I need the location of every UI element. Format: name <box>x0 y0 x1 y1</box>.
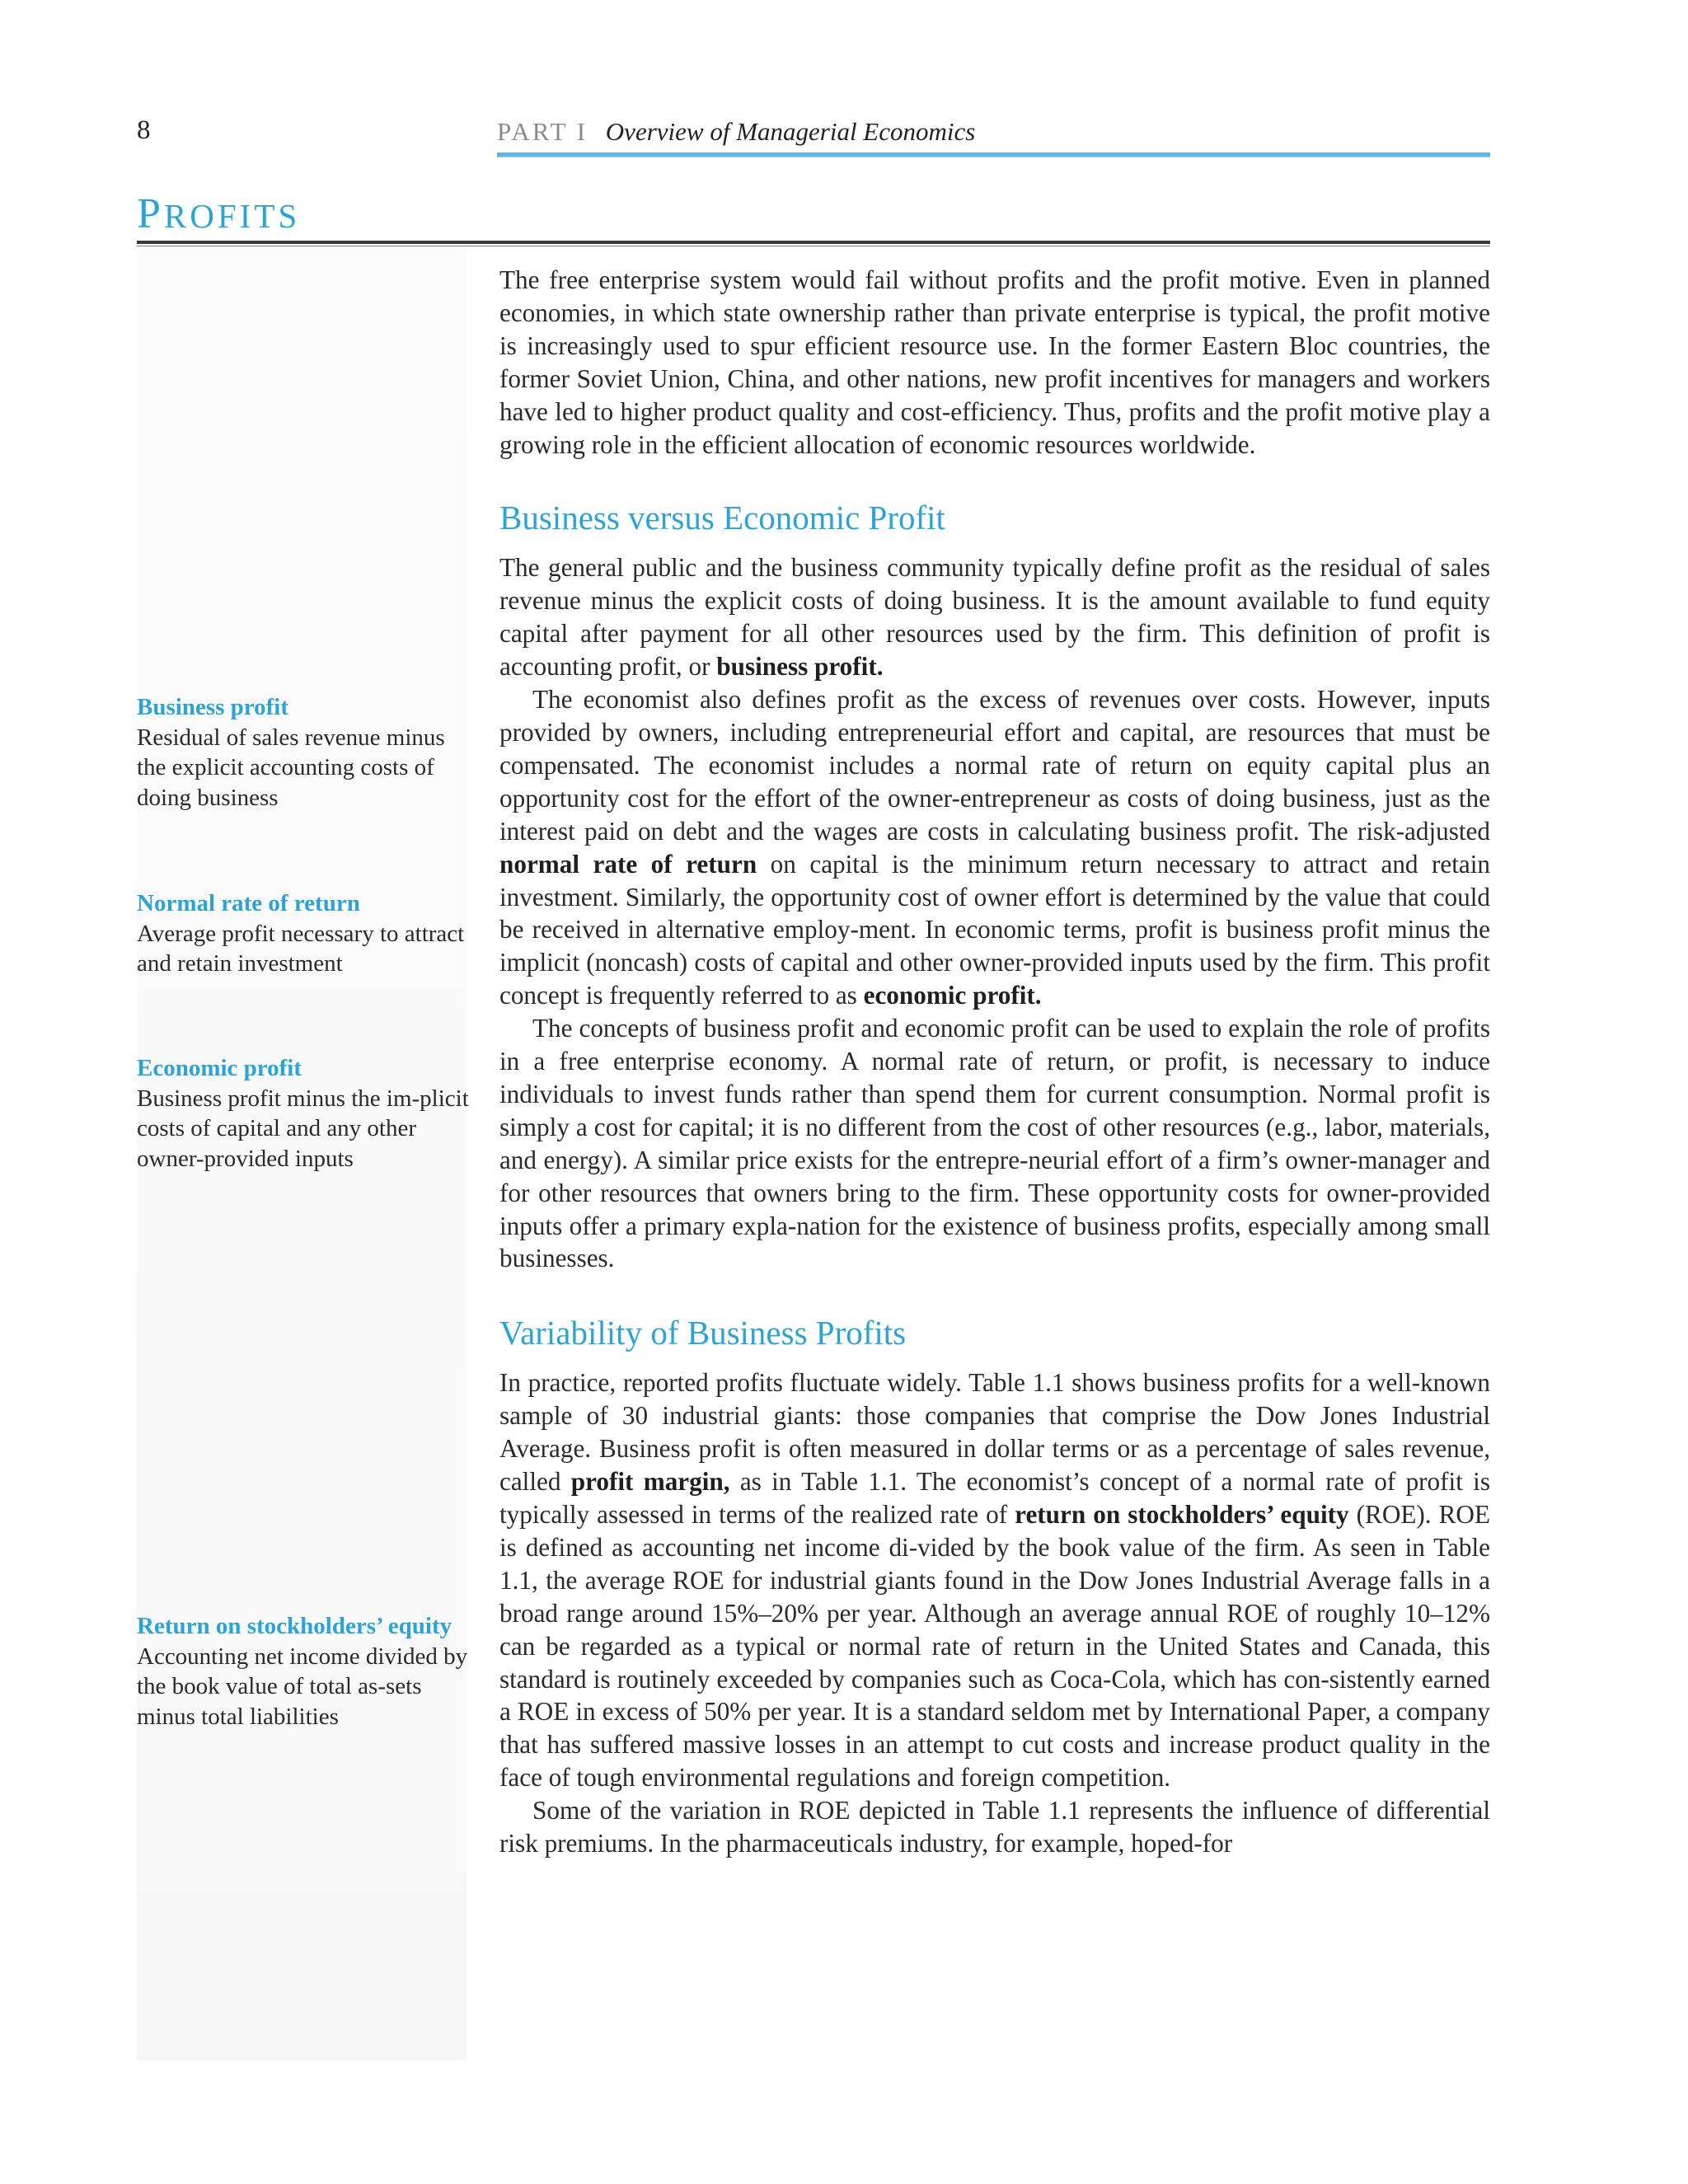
text-run: as in Table 1.1. The economist’s concept of a normal rate of profit is typically assessed in terms of the realized rate of <box>499 1467 1490 1529</box>
part-title: Overview of Managerial Economics <box>605 117 976 146</box>
text-run: The economist also defines profit as the excess of revenues over costs. However, inputs provided by owners, including entrepreneurial effort and capital, are resources that must be compensated. The economist includes a normal rate of return on equity capital plus an opportunity cost for the effort of the owner-entrepreneur as costs of doing business, just as the interest paid on debt and the wages are costs in calculating business profit. The risk-adjusted <box>499 685 1490 846</box>
section-rule <box>137 241 1490 244</box>
header-rule <box>497 152 1490 157</box>
paragraph <box>499 683 1490 1012</box>
glossary-term: Economic profit <box>137 1055 302 1081</box>
text-run: In practice, reported profits fluctuate widely. Table 1.1 shows business profits for a well-known sample of 30 industrial giants: those companies that comprise the Dow Jones Industrial Average. Business profit is often measured in dollar terms or as a percentage of sales revenue, called <box>499 1368 1490 1497</box>
key-term: profit margin, <box>570 1467 730 1497</box>
paragraph <box>499 551 1490 683</box>
subheading-business-vs-economic-profit: Business versus Economic Profit <box>499 499 945 537</box>
glossary-term: Return on stockholders’ equity <box>137 1613 452 1639</box>
text-run: on capital is the minimum return necessary to attract and retain investment. Similarly, the opportunity cost of owner effort is determined by the value that could be received in alternative employ-ment. In economic terms, profit is business profit minus the implicit (noncash) costs of capital and other owner-provided inputs used by the firm. This profit concept is frequently referred to as <box>499 849 1490 1010</box>
key-term: normal rate of return <box>499 849 757 879</box>
key-term: economic profit. <box>863 981 1042 1010</box>
glossary-entry-economic-profit <box>137 1053 475 1174</box>
section-title: PROFITS <box>137 190 301 237</box>
running-header <box>497 115 975 148</box>
glossary-definition: Business profit minus the im-plicit costs of capital and any other owner-provided inputs <box>137 1085 469 1172</box>
intro-paragraph: The free enterprise system would fail without profits and the profit motive. Even in planned economies, in which state ownership rather than private enterprise is typical, the profit motive is increasingly used to spur efficient resource use. In the former Eastern Bloc countries, the former Soviet Union, China, and other nations, new profit incentives for managers and workers have led to higher product quality and cost-efficiency. Thus, profits and the profit motive play a growing role in the efficient allocation of economic resources worldwide. <box>499 265 1490 459</box>
glossary-entry-normal-rate-of-return <box>137 888 475 979</box>
paragraph: Some of the variation in ROE depicted in Table 1.1 represents the influence of differential risk premiums. In the pharmaceuticals industry, for example, hoped-for <box>499 1796 1490 1858</box>
glossary-definition: Accounting net income divided by the book value of total as-sets minus total liabilities <box>137 1643 468 1730</box>
page-number: 8 <box>137 115 151 145</box>
main-text-column <box>499 264 1490 1860</box>
subheading-variability-of-business-profits: Variability of Business Profits <box>499 1314 907 1352</box>
glossary-definition: Residual of sales revenue minus the explicit accounting costs of doing business <box>137 724 445 811</box>
key-term: business profit. <box>716 652 884 682</box>
paragraph <box>499 1366 1490 1794</box>
paragraph: The concepts of business profit and economic profit can be used to explain the role of profits in a free enterprise economy. A normal rate of return, or profit, is necessary to induce individuals to invest funds rather than spend them for current consumption. Normal profit is simply a cost for capital; it is no different from the cost of other resources (e.g., labor, materials, and energy). A similar price exists for the entrepre-neurial effort of a firm’s owner-manager and for other resources that owners bring to the firm. These opportunity costs for owner-provided inputs offer a primary expla-nation for the existence of business profits, especially among small businesses. <box>499 1014 1490 1273</box>
text-run: The general public and the business community typically define profit as the residual of sales revenue minus the explicit costs of doing business. It is the amount available to fund equity capital after payment for all other resources used by the firm. This definition of profit is accounting profit, or <box>499 553 1490 682</box>
glossary-entry-business-profit <box>137 692 475 813</box>
glossary-entry-return-on-equity <box>137 1611 475 1732</box>
text-run: (ROE). ROE is defined as accounting net income di-vided by the book value of the firm. As seen in Table 1.1, the average ROE for industrial giants found in the Dow Jones Industrial Average falls in a broad range around 15%–20% per year. Although an average annual ROE of roughly 10–12% can be regarded as a typical or normal rate of return in the United States and Canada, this standard is routinely exceeded by companies such as Coca-Cola, which has con-sistently earned a ROE in excess of 50% per year. It is a standard seldom met by International Paper, a company that has suffered massive losses in an attempt to cut costs and increase product quality in the face of tough environmental regulations and foreign competition. <box>499 1500 1490 1793</box>
glossary-term: Normal rate of return <box>137 890 360 916</box>
key-term: return on stockholders’ equity <box>1015 1500 1349 1529</box>
part-label: PART I <box>497 117 588 146</box>
glossary-term: Business profit <box>137 694 288 720</box>
glossary-definition: Average profit necessary to attract and retain investment <box>137 920 465 977</box>
